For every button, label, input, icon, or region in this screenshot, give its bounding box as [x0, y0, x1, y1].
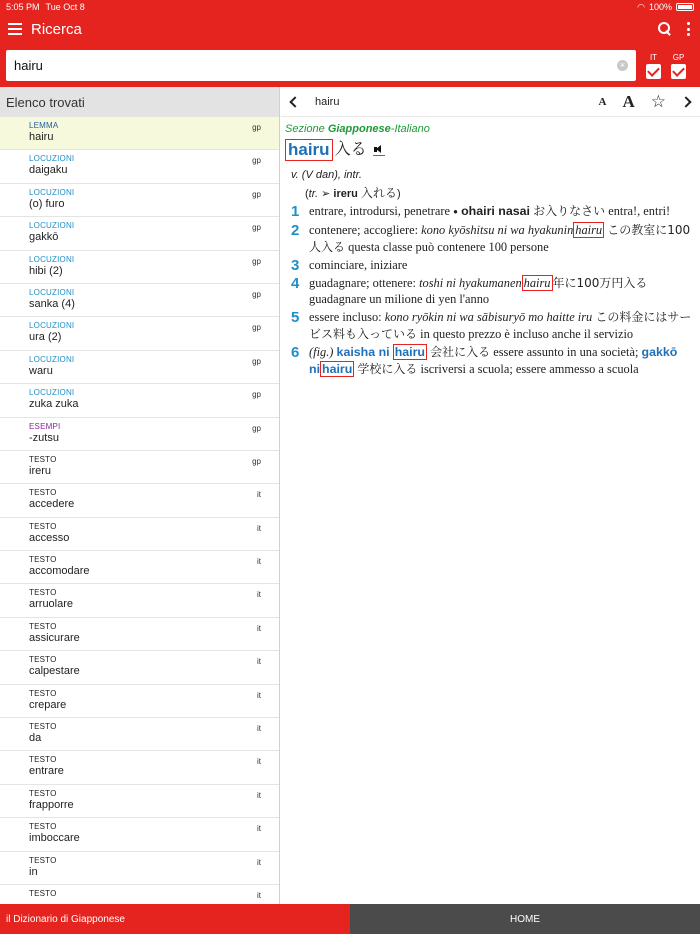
decrease-font-button[interactable]: A — [598, 95, 607, 108]
list-item-category: TESTO — [29, 454, 57, 464]
list-item-term: da — [29, 732, 42, 745]
back-arrow-icon[interactable] — [289, 96, 300, 107]
list-item-category: LOCUZIONI — [29, 287, 75, 297]
dictionary-entry — [281, 117, 700, 377]
list-item-category: LOCUZIONI — [29, 187, 75, 197]
list-item[interactable] — [0, 785, 279, 818]
list-item-term: hairu — [29, 131, 54, 143]
toggle-lang-it[interactable] — [646, 53, 661, 79]
list-item-term: accedere — [29, 498, 75, 511]
list-item[interactable] — [0, 685, 279, 718]
list-item-category: TESTO — [29, 655, 57, 665]
headword: hairu — [285, 139, 333, 161]
list-item-term: assicurare — [29, 631, 80, 644]
search-icon[interactable] — [658, 22, 672, 36]
list-item[interactable] — [0, 751, 279, 784]
search-input[interactable] — [14, 58, 617, 73]
list-item-category: TESTO — [29, 855, 57, 865]
list-item-term: ura (2) — [29, 331, 62, 344]
list-item[interactable] — [0, 184, 279, 217]
list-item-category: LOCUZIONI — [29, 388, 75, 398]
list-item-lang: it — [257, 724, 261, 734]
list-item-lang: it — [257, 690, 261, 700]
battery-percent: 100% — [648, 2, 672, 12]
list-item[interactable] — [0, 284, 279, 317]
bullet-icon: ● — [453, 207, 458, 217]
list-item-term: accesso — [29, 531, 70, 544]
entry-toolbar-word: hairu — [315, 95, 340, 108]
results-list — [0, 117, 279, 904]
results-list-title: Elenco trovati — [0, 87, 279, 117]
list-item-category: TESTO — [29, 555, 57, 565]
list-item-category: ESEMPI — [29, 421, 61, 431]
headword-line — [285, 139, 696, 161]
list-item[interactable] — [0, 117, 279, 150]
footer-brand: il Dizionario di Giapponese — [0, 904, 350, 934]
list-item-term: zuka zuka — [29, 398, 79, 411]
page-title: Ricerca — [31, 20, 82, 38]
list-item[interactable] — [0, 351, 279, 384]
list-item-category: LOCUZIONI — [29, 221, 75, 231]
more-options-icon[interactable] — [686, 22, 690, 36]
highlighted-term: hairu — [394, 344, 425, 359]
list-item-category: TESTO — [29, 888, 57, 898]
list-item-term: frapporre — [29, 798, 74, 811]
entry-panel — [281, 87, 700, 904]
highlighted-term: hairu — [575, 222, 603, 237]
list-item-lang: it — [257, 857, 261, 867]
list-item-term: daigaku — [29, 164, 68, 177]
list-item-category: LOCUZIONI — [29, 321, 75, 331]
search-field-container — [6, 50, 636, 81]
highlighted-term: hairu — [523, 275, 551, 290]
list-item-lang: it — [257, 790, 261, 800]
list-item[interactable] — [0, 251, 279, 284]
list-item-category: LEMMA — [29, 121, 59, 130]
list-item-lang: gp — [252, 123, 261, 132]
sense-1: 1 entrare, introdursi, penetrare ● ohairi nasai お入りなさい entra!, entri! — [291, 203, 671, 221]
list-item-term: in — [29, 865, 38, 878]
list-item-category: TESTO — [29, 488, 57, 498]
list-item-category: LOCUZIONI — [29, 154, 75, 164]
list-item-category: LOCUZIONI — [29, 254, 75, 264]
list-item-lang: gp — [252, 423, 261, 433]
list-item-category: TESTO — [29, 688, 57, 698]
headword-japanese: 入る — [334, 139, 367, 159]
list-item-lang: gp — [252, 189, 261, 199]
status-date: Tue Oct 8 — [45, 2, 85, 12]
sense-2: 2 contenere; accogliere: kono kyōshitsu ni wa hyakunin hairu この教室に100人入る questa classe può contenere 100 persone — [291, 221, 691, 254]
list-item[interactable] — [0, 618, 279, 651]
checkbox-gp-checked-icon[interactable] — [671, 64, 686, 79]
list-item-term: gakkō — [29, 231, 59, 244]
transitive-reference: (tr. ➢ ireru 入れる) — [305, 185, 401, 200]
checkbox-it-checked-icon[interactable] — [646, 64, 661, 79]
list-item-lang: it — [257, 490, 261, 500]
list-item-lang: it — [257, 590, 261, 600]
increase-font-button[interactable]: A — [622, 91, 635, 111]
list-item-lang: it — [257, 523, 261, 533]
list-item[interactable] — [0, 150, 279, 183]
list-item[interactable] — [0, 852, 279, 885]
list-item-lang: gp — [252, 256, 261, 266]
sense-6: 6 (fig.) kaisha ni hairu 会社に入る essere assunto in una società; gakkō ni hairu 学校に入る iscriversi a scuola; essere ammesso a scuola — [291, 343, 678, 376]
list-item-lang: it — [257, 623, 261, 633]
sense-4: 4 guadagnare; ottenere: toshi ni hyakumanen hairu 年に100万円入る guadagnare un milione di yen l'anno — [291, 274, 648, 307]
list-item[interactable] — [0, 651, 279, 684]
list-item-term: waru — [29, 364, 53, 377]
list-item[interactable] — [0, 418, 279, 451]
list-item-category: TESTO — [29, 822, 57, 832]
list-item-lang: gp — [252, 390, 261, 400]
highlighted-term: hairu — [322, 361, 353, 376]
transitive-link[interactable]: ireru — [333, 187, 358, 200]
forward-arrow-icon[interactable] — [680, 96, 691, 107]
battery-icon — [676, 3, 694, 11]
list-item[interactable] — [0, 317, 279, 350]
list-item-category: LOCUZIONI — [29, 354, 75, 364]
list-item-lang: gp — [252, 289, 261, 299]
results-panel — [0, 87, 280, 904]
sense-3: 3 cominciare, iniziare — [291, 256, 408, 274]
app-header — [0, 14, 700, 44]
list-item-category: TESTO — [29, 788, 57, 798]
footer — [0, 904, 700, 934]
toggle-lang-it-label: IT — [649, 52, 658, 62]
list-item-category: TESTO — [29, 755, 57, 765]
grammar-info: v. (V dan), intr. — [291, 168, 362, 181]
list-item[interactable] — [0, 885, 279, 904]
section-label: Sezione Giapponese-Italiano — [285, 123, 430, 135]
entry-toolbar — [281, 87, 700, 117]
reference-arrow-icon: ➢ — [321, 187, 331, 200]
speaker-icon[interactable] — [373, 144, 385, 156]
favorite-star-icon[interactable]: ☆ — [650, 92, 666, 111]
list-item-lang: it — [257, 890, 261, 900]
list-item-lang: gp — [252, 356, 261, 366]
list-item[interactable] — [0, 818, 279, 851]
clear-search-icon[interactable]: × — [617, 60, 628, 71]
list-item[interactable] — [0, 484, 279, 517]
list-item-term: entrare — [29, 765, 64, 778]
list-item-lang: it — [257, 824, 261, 834]
list-item[interactable] — [0, 584, 279, 617]
status-bar — [0, 0, 700, 14]
search-bar — [0, 44, 700, 87]
list-item-lang: it — [257, 657, 261, 667]
list-item-term: hibi (2) — [29, 264, 63, 277]
list-item-category: TESTO — [29, 588, 57, 598]
list-item-category: TESTO — [29, 722, 57, 732]
list-item-lang: gp — [252, 456, 261, 466]
list-item-lang: gp — [252, 156, 261, 166]
list-item-term: ireru — [29, 464, 52, 477]
sense-5: 5 essere incluso: kono ryōkin ni wa sābisuryō mo haitte iru この料金にはサービス料も入っている in questo prezzo è incluso anche il servizio — [291, 309, 692, 341]
home-button[interactable]: HOME — [350, 904, 700, 934]
list-item[interactable] — [0, 718, 279, 751]
list-item-lang: it — [257, 757, 261, 767]
list-item-term: -zutsu — [29, 431, 59, 444]
list-item-term: calpestare — [29, 665, 80, 678]
toggle-lang-gp[interactable] — [671, 53, 686, 79]
list-item[interactable] — [0, 551, 279, 584]
list-item[interactable] — [0, 451, 279, 484]
list-item[interactable] — [0, 518, 279, 551]
list-item[interactable] — [0, 384, 279, 417]
list-item-term: (o) furo — [29, 197, 65, 210]
list-item-term: sanka (4) — [29, 297, 75, 310]
hamburger-menu-icon[interactable] — [8, 23, 22, 35]
list-item-category: TESTO — [29, 521, 57, 531]
wifi-icon: ◠ — [637, 1, 645, 12]
status-time: 5:05 PM — [6, 2, 40, 12]
list-item[interactable] — [0, 217, 279, 250]
list-item-lang: it — [257, 557, 261, 567]
list-item-category: TESTO — [29, 621, 57, 631]
list-item-lang: gp — [252, 323, 261, 333]
list-item-term: crepare — [29, 698, 67, 711]
list-item-term: imboccare — [29, 832, 80, 845]
list-item-term: arruolare — [29, 598, 74, 611]
list-item-lang: gp — [252, 223, 261, 233]
list-item-term: accomodare — [29, 565, 90, 578]
toggle-lang-gp-label: GP — [672, 52, 685, 62]
